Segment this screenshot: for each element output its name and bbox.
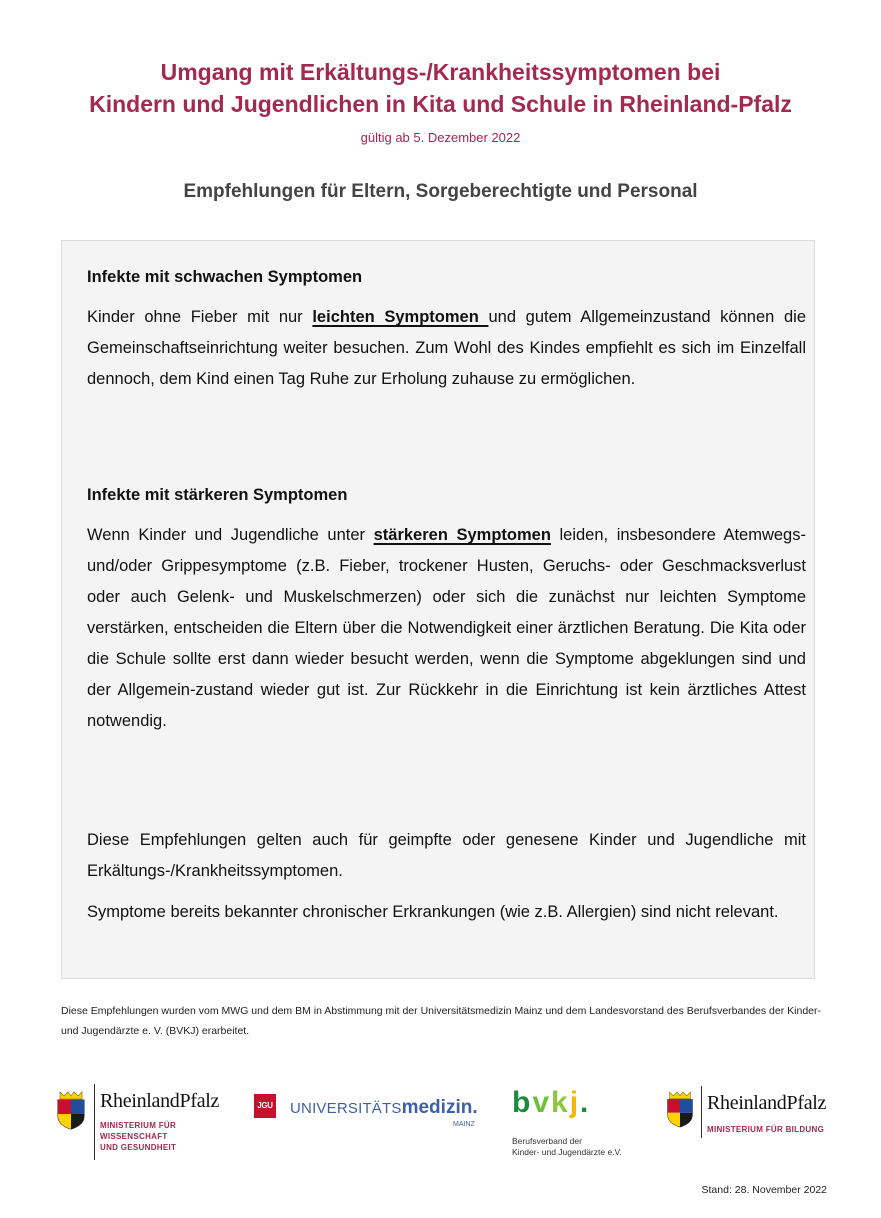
section-strong-symptoms	[87, 486, 806, 737]
emphasis-text: stärkeren Symptomen	[373, 526, 551, 544]
section-weak-symptoms	[87, 268, 806, 395]
footnote: Diese Empfehlungen wurden vom MWG und dem BM in Abstimmung mit der Universitätsmedizin Mainz und dem Landesvorstand des Berufsverbandes der Kinder- und Jugendärzte e. V. (BVKJ) erarbeitet.	[61, 1005, 821, 1037]
rlp-wordmark: RheinlandPfalz	[707, 1092, 827, 1114]
title-line-2: Kindern und Jugendlichen in Kita und Schule in Rheinland-Pfalz	[89, 91, 792, 117]
recommendations-box	[61, 240, 815, 979]
section-notes	[87, 825, 806, 928]
section-heading: Infekte mit stärkeren Symptomen	[87, 486, 348, 504]
subtitle: Empfehlungen für Eltern, Sorgeberechtigte und Personal	[183, 181, 698, 202]
unimedizin-city: MAINZ	[453, 1121, 475, 1128]
ministry-name: MINISTERIUM FÜR WISSENSCHAFT UND GESUNDHEIT	[100, 1121, 177, 1152]
jgu-badge: JGU	[254, 1094, 276, 1118]
logo-rlp-mwg	[54, 1084, 234, 1164]
coat-of-arms-icon	[54, 1090, 88, 1130]
rlp-wordmark: RheinlandPfalz	[100, 1090, 220, 1112]
title-line-1: Umgang mit Erkältungs-/Krankheitssymptomen bei	[160, 59, 721, 85]
stand-date: Stand: 28. November 2022	[701, 1184, 827, 1196]
note-paragraph-2: Symptome bereits bekannter chronischer Erkrankungen (wie z.B. Allergien) sind nicht relevant.	[87, 903, 779, 921]
section-paragraph: Kinder ohne Fieber mit nur leichten Symptomen und gutem Allgemeinzustand können die Gemeinschaftseinrichtung weiter besuchen. Zum Wohl des Kindes empfiehlt es sich im Einzelfall dennoch, dem Kind einen Tag Ruhe zur Erholung zuhause zu ermöglichen.	[87, 308, 807, 388]
coat-of-arms-icon	[664, 1090, 696, 1128]
logo-divider	[94, 1084, 95, 1160]
bvkj-name: Berufsverband der Kinder- und Jugendärzte e.V.	[512, 1136, 622, 1157]
section-heading: Infekte mit schwachen Symptomen	[87, 268, 363, 286]
document-title	[0, 56, 881, 120]
ministry-name: MINISTERIUM FÜR BILDUNG	[707, 1125, 825, 1134]
logo-divider	[701, 1086, 702, 1138]
logo-rlp-bm	[664, 1086, 834, 1142]
emphasis-text: leichten Symptomen	[312, 308, 489, 326]
unimedizin-wordmark: UNIVERSITÄTSmedizin.	[290, 1097, 478, 1118]
logo-unimedizin	[254, 1094, 484, 1144]
valid-from: gültig ab 5. Dezember 2022	[360, 130, 521, 145]
note-paragraph-1: Diese Empfehlungen gelten auch für geimpfte oder genesene Kinder und Jugendliche mit Erkältungs-/Krankheitssymptomen.	[87, 831, 806, 880]
bvkj-mark: bvkj.	[512, 1086, 591, 1119]
section-paragraph: Wenn Kinder und Jugendliche unter stärkeren Symptomen leiden, insbesondere Atemwegs- und/oder Grippesymptome (z.B. Fieber, trockener Husten, Geruchs- oder Geschmacksverlust oder auch Gelenk- und Muskelschmerzen) oder sich die zunächst nur leichten Symptome verstärken, entscheiden die Eltern über die Notwendigkeit einer ärztlichen Beratung. Die Kita oder die Schule sollte erst dann wieder besucht werden, wenn die Symptome abgeklungen sind und der Allgemein-zustand wieder gut ist. Zur Rückkehr in die Einrichtung ist kein ärztliches Attest notwendig.	[87, 526, 806, 730]
logo-bvkj	[512, 1086, 642, 1162]
